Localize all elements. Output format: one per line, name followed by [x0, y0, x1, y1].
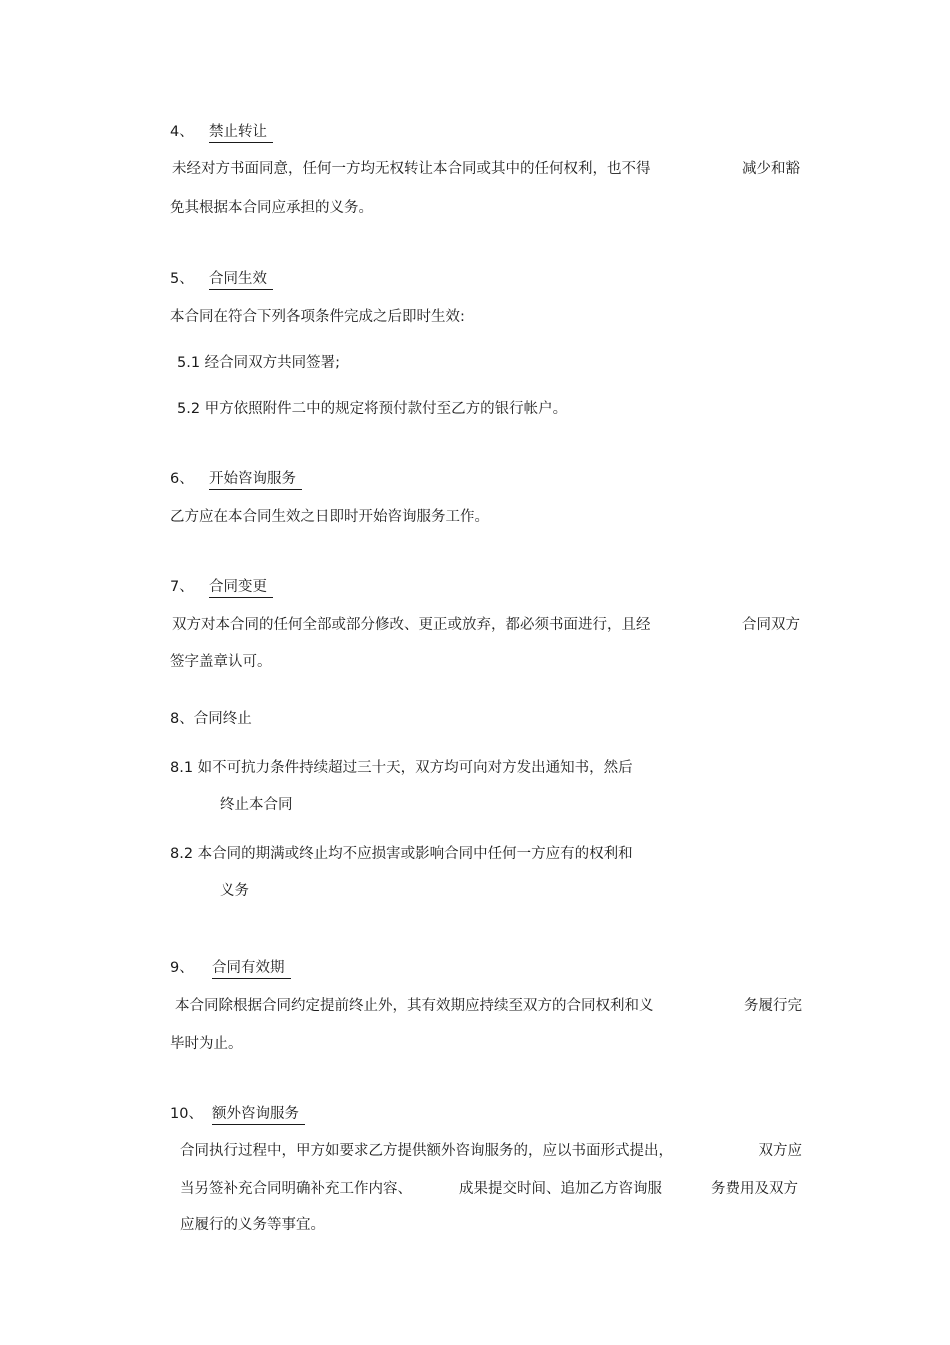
section-7-line-1: 双方对本合同的任何全部或部分修改、更正或放弃，都必须书面进行，且经: [172, 617, 651, 633]
section-5-title: 合同生效: [209, 269, 273, 290]
section-8-item-1: 8.1 如不可抗力条件持续超过三十天，双方均可向对方发出通知书，然后: [170, 760, 633, 776]
section-10-line-2-part-1: 当另签补充合同明确补充工作内容、: [180, 1181, 412, 1197]
section-5-item-1: 5.1 经合同双方共同签署;: [177, 355, 341, 371]
section-7-line-1-end: 合同双方: [742, 617, 800, 633]
section-7-title: 合同变更: [209, 577, 273, 598]
section-10-number: 10、: [170, 1106, 203, 1122]
section-4-line-1: 未经对方书面同意，任何一方均无权转让本合同或其中的任何权利，也不得: [172, 161, 651, 177]
section-10-line-2-part-3: 务费用及双方: [711, 1181, 798, 1197]
section-9-title: 合同有效期: [212, 958, 291, 979]
section-8-item-2: 8.2 本合同的期满或终止均不应损害或影响合同中任何一方应有的权利和: [170, 846, 633, 862]
section-10-title: 额外咨询服务: [212, 1104, 305, 1125]
section-5-intro: 本合同在符合下列各项条件完成之后即时生效:: [170, 309, 465, 325]
section-4-number: 4、: [170, 124, 194, 140]
section-9-number: 9、: [170, 960, 194, 976]
section-10-line-1: 合同执行过程中，甲方如要求乙方提供额外咨询服务的，应以书面形式提出，: [180, 1143, 673, 1159]
section-8-item-1-cont: 终止本合同: [220, 797, 293, 813]
section-9-line-1-end: 务履行完: [744, 998, 802, 1014]
section-6-body: 乙方应在本合同生效之日即时开始咨询服务工作。: [170, 509, 489, 525]
section-8-item-2-cont: 义务: [220, 883, 249, 899]
section-4-line-1-end: 减少和豁: [742, 161, 800, 177]
section-10-line-1-end: 双方应: [758, 1143, 802, 1159]
section-5-item-2: 5.2 甲方依照附件二中的规定将预付款付至乙方的银行帐户。: [177, 401, 568, 417]
section-5-number: 5、: [170, 271, 194, 287]
section-8-heading: 8、合同终止: [170, 711, 252, 727]
section-9-line-2: 毕时为止。: [170, 1036, 243, 1052]
section-10-line-3: 应履行的义务等事宜。: [180, 1217, 325, 1233]
section-6-title: 开始咨询服务: [209, 469, 302, 490]
section-10-line-2-part-2: 成果提交时间、追加乙方咨询服: [459, 1181, 662, 1197]
section-6-number: 6、: [170, 471, 194, 487]
section-9-line-1: 本合同除根据合同约定提前终止外，其有效期应持续至双方的合同权利和义: [175, 998, 654, 1014]
section-4-title: 禁止转让: [209, 122, 273, 143]
section-7-number: 7、: [170, 579, 194, 595]
section-4-line-2: 免其根据本合同应承担的义务。: [170, 200, 373, 216]
section-7-line-2: 签字盖章认可。: [170, 654, 272, 670]
